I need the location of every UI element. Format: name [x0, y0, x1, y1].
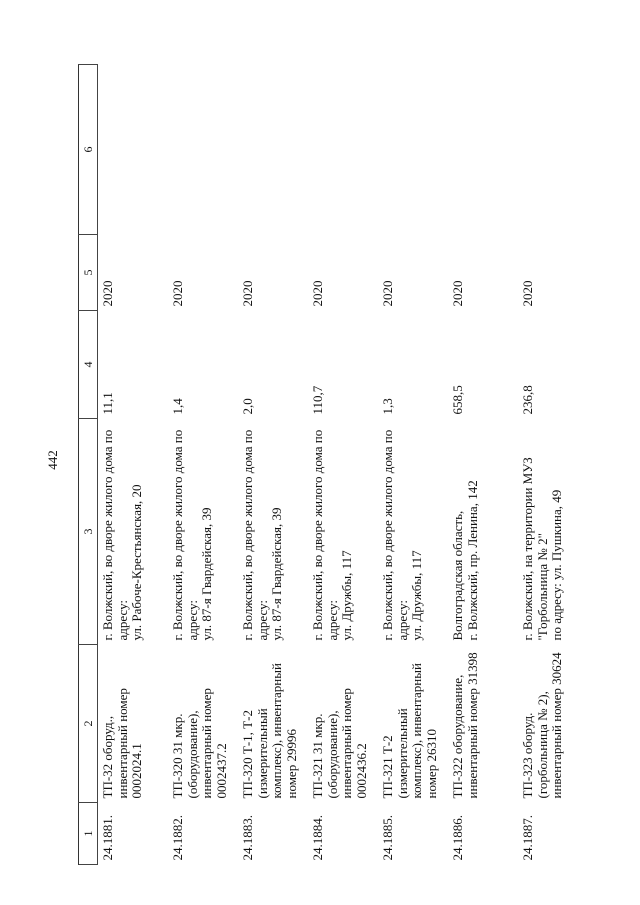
object-year: 2020	[450, 280, 465, 307]
table-row	[168, 65, 238, 865]
row-number: 24.1883.	[240, 815, 255, 861]
object-address: г. Волжский, во дворе жилого дома по адресу: ул. Дружбы, 117	[310, 429, 354, 641]
object-value: 236,8	[520, 385, 535, 415]
object-note	[518, 65, 588, 235]
row-number: 24.1884.	[310, 815, 325, 861]
object-note	[378, 65, 448, 235]
object-name: ТП-323 оборуд. (горбольница № 2), инвентарный номер 30624	[520, 652, 564, 799]
column-header-1: 1	[79, 803, 98, 865]
column-header-4: 4	[79, 311, 98, 419]
page-number: 442	[45, 450, 60, 470]
object-note	[98, 65, 169, 235]
object-address: г. Волжский, во дворе жилого дома по адресу: ул. 87-я Гвардейская, 39	[170, 429, 214, 641]
object-note	[308, 65, 378, 235]
object-year: 2020	[240, 280, 255, 307]
object-note	[238, 65, 308, 235]
object-year: 2020	[100, 280, 115, 307]
object-address: Волгоградская область, г. Волжский, пр. Ленина, 142	[450, 480, 480, 641]
object-address: г. Волжский, на территории МУЗ "Горбольница № 2" по адресу: ул. Пушкина, 49	[520, 457, 564, 641]
header-row	[79, 65, 98, 865]
row-number: 24.1887.	[520, 815, 535, 861]
row-number: 24.1882.	[170, 815, 185, 861]
table-row	[448, 65, 518, 865]
row-number: 24.1881.	[100, 815, 115, 861]
column-header-5: 5	[79, 235, 98, 311]
row-number: 24.1886.	[450, 815, 465, 861]
object-note	[168, 65, 238, 235]
object-value: 658,5	[450, 385, 465, 415]
object-note	[448, 65, 518, 235]
object-address: г. Волжский, во дворе жилого дома по адресу: ул. Рабоче-Крестьянская, 20	[100, 429, 144, 641]
object-address: г. Волжский, во дворе жилого дома по адресу: ул. 87-я Гвардейская, 39	[240, 429, 284, 641]
object-value: 1,3	[380, 398, 395, 415]
object-name: ТП-320 31 мкр. (оборудование), инвентарный номер 0002437.2	[170, 688, 229, 799]
table-container	[78, 65, 630, 865]
object-year: 2020	[310, 280, 325, 307]
object-year: 2020	[380, 280, 395, 307]
object-name: ТП-322 оборудование, инвентарный номер 31398	[450, 652, 480, 799]
object-address: г. Волжский, во дворе жилого дома по адресу: ул. Дружбы, 117	[380, 429, 424, 641]
column-header-6: 6	[79, 65, 98, 235]
object-value: 11,1	[100, 392, 115, 415]
column-header-3: 3	[79, 419, 98, 645]
table-row	[518, 65, 588, 865]
table-row	[378, 65, 448, 865]
object-value: 1,4	[170, 398, 185, 415]
object-name: ТП-321 31 мкр. (оборудование), инвентарный номер 0002436.2	[310, 688, 369, 799]
table-row	[98, 65, 169, 865]
object-year: 2020	[520, 280, 535, 307]
object-value: 110,7	[310, 385, 325, 415]
object-name: ТП-32 оборуд., инвентарный номер 0002024.1	[100, 688, 144, 799]
property-table	[78, 64, 588, 865]
table-row	[238, 65, 308, 865]
column-header-2: 2	[79, 645, 98, 803]
object-name: ТП-321 Т-2 (измерительный комплекс), инвентарный номер 26310	[380, 663, 439, 799]
object-name: ТП-320 Т-1, Т-2 (измерительный комплекс), инвентарный номер 29996	[240, 663, 299, 799]
object-value: 2,0	[240, 398, 255, 415]
table-row	[308, 65, 378, 865]
object-year: 2020	[170, 280, 185, 307]
row-number: 24.1885.	[380, 815, 395, 861]
